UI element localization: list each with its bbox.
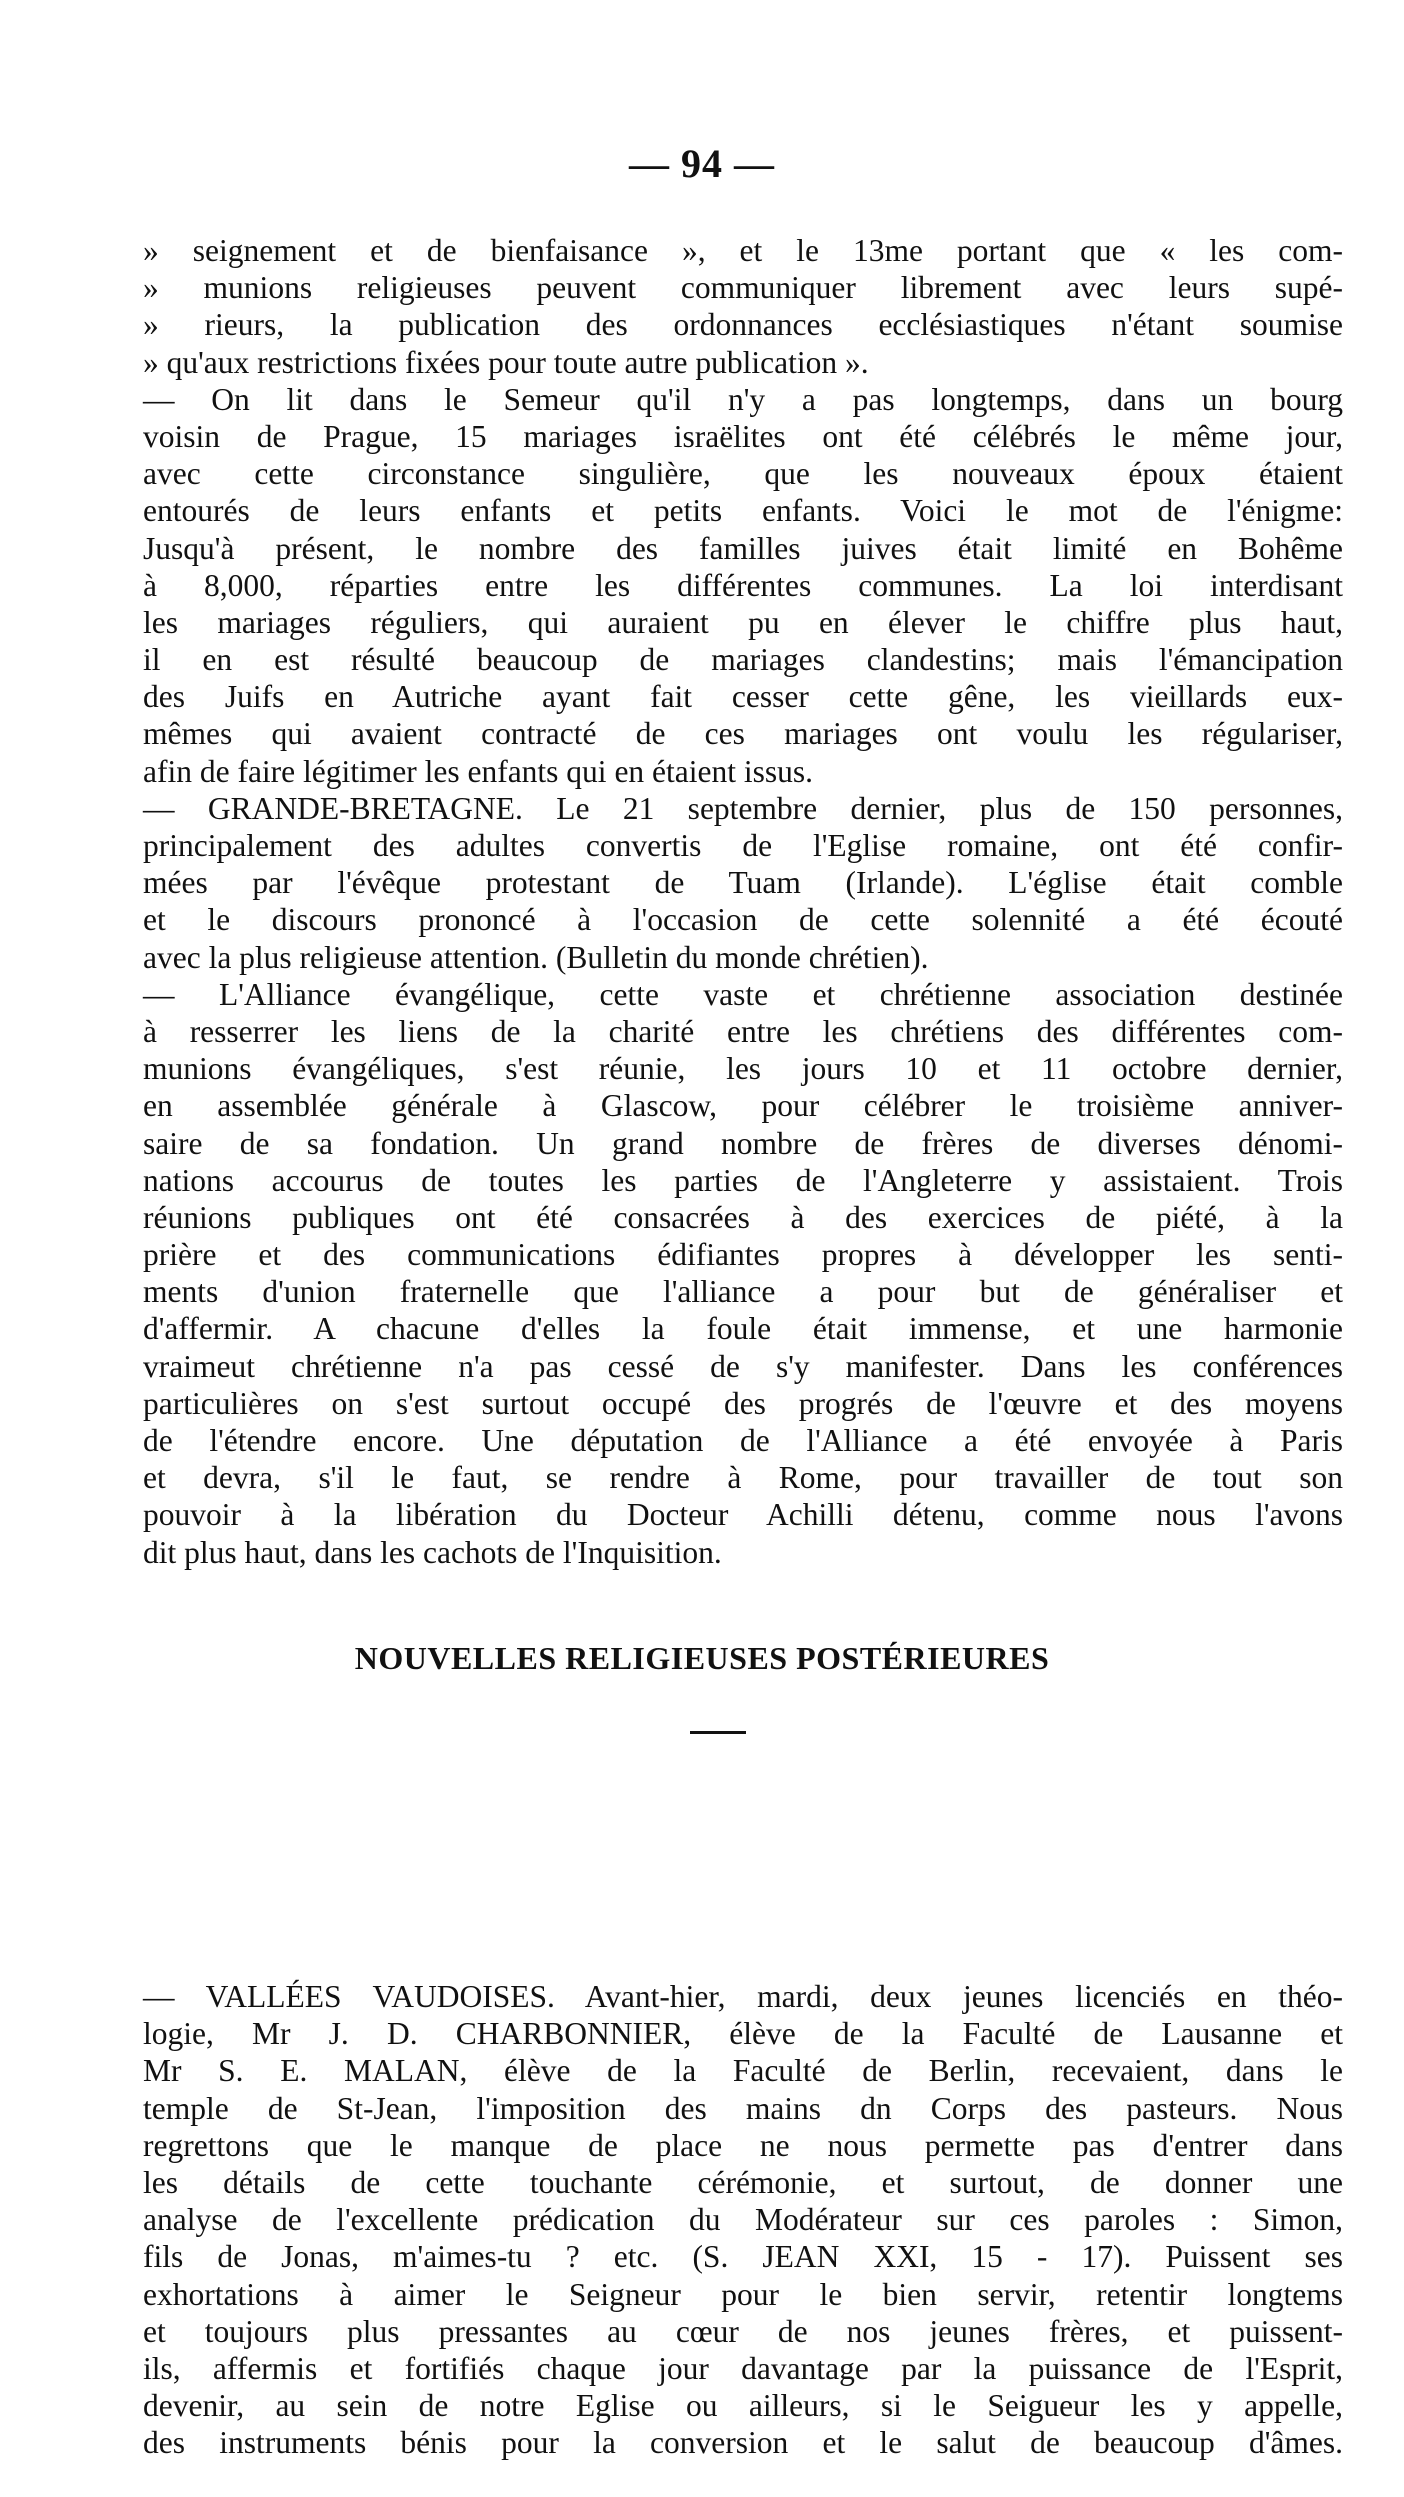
text-line: particulières on s'est surtout occupé des progrés de l'œuvre et des moyens — [143, 1385, 1343, 1421]
text-line: prière et des communications édifiantes propres à développer les senti- — [143, 1237, 1343, 1273]
text-line: » munions religieuses peuvent communiquer librement avec leurs supé- — [143, 270, 1343, 306]
text-line: Mr S. E. MALAN, élève de la Faculté de Berlin, recevaient, dans le — [143, 2053, 1343, 2089]
text-line: mées par l'évêque protestant de Tuam (Irlande). L'église était comble — [143, 865, 1343, 901]
text-line: et devra, s'il le faut, se rendre à Rome, pour travailler de tout son — [143, 1460, 1343, 1496]
text-line: et le discours prononcé à l'occasion de cette solennité a été écouté — [143, 902, 1343, 938]
text-line: saire de sa fondation. Un grand nombre de frères de diverses dénomi- — [143, 1125, 1343, 1161]
text-line: d'affermir. A chacune d'elles la foule était immense, et une harmonie — [143, 1311, 1343, 1347]
text-line: regrettons que le manque de place ne nous permette pas d'entrer dans — [143, 2127, 1343, 2163]
text-line: ils, affermis et fortifiés chaque jour davantage par la puissance de l'Esprit, — [143, 2350, 1343, 2386]
text-line: de l'étendre encore. Une députation de l'Alliance a été envoyée à Paris — [143, 1423, 1343, 1458]
text-line: voisin de Prague, 15 mariages israëlites ont été célébrés le même jour, — [143, 418, 1343, 454]
text-line: mêmes qui avaient contracté de ces mariages ont voulu les régulariser, — [143, 716, 1343, 752]
body-text-bottom — [143, 1978, 1343, 2461]
text-line: et toujours plus pressantes au cœur de nos jeunes frères, et puissent- — [143, 2313, 1343, 2349]
text-line: à resserrer les liens de la charité entre les chrétiens des différentes com- — [143, 1013, 1343, 1049]
text-line: logie, Mr J. D. CHARBONNIER, élève de la Faculté de Lausanne et — [143, 2016, 1343, 2052]
text-line: les détails de cette touchante cérémonie, et surtout, de donner une — [143, 2164, 1343, 2200]
text-line: ments d'union fraternelle que l'alliance a pour but de généraliser et — [143, 1274, 1343, 1310]
text-line: fils de Jonas, m'aimes-tu ? etc. (S. JEAN XXI, 15 - 17). Puissent ses — [143, 2239, 1343, 2275]
text-line: les mariages réguliers, qui auraient pu en élever le chiffre plus haut, — [143, 604, 1343, 640]
text-line: avec cette circonstance singulière, que les nouveaux époux étaient — [143, 456, 1343, 492]
text-line: — L'Alliance évangélique, cette vaste et chrétienne association destinée — [143, 976, 1343, 1012]
text-line: — GRANDE-BRETAGNE. Le 21 septembre dernier, plus de 150 personnes, — [143, 790, 1343, 826]
text-line: entourés de leurs enfants et petits enfants. Voici le mot de l'énigme: — [143, 493, 1343, 529]
text-line: nations accourus de toutes les parties de l'Angleterre y assistaient. Trois — [143, 1162, 1343, 1198]
text-line: » seignement et de bienfaisance », et le 13me portant que « les com- — [143, 233, 1343, 268]
text-line: principalement des adultes convertis de l'Eglise romaine, ont été confir- — [143, 828, 1343, 863]
section-heading: NOUVELLES RELIGIEUSES POSTÉRIEURES — [354, 1640, 1050, 1676]
text-line: dit plus haut, dans les cachots de l'Inquisition. — [143, 1534, 722, 1570]
text-line: des Juifs en Autriche ayant fait cesser cette gêne, les vieillards eux- — [143, 679, 1343, 715]
text-line: réunions publiques ont été consacrées à des exercices de piété, à la — [143, 1199, 1343, 1235]
text-line: — On lit dans le Semeur qu'il n'y a pas longtemps, dans un bourg — [143, 381, 1343, 417]
text-line: en assemblée générale à Glascow, pour célébrer le troisième anniver- — [143, 1088, 1343, 1124]
page-number: — 94 — — [629, 141, 775, 186]
text-line: à 8,000, réparties entre les différentes communes. La loi interdisant — [143, 567, 1343, 603]
divider — [690, 1731, 746, 1734]
text-line: Jusqu'à présent, le nombre des familles juives était limité en Bohême — [143, 530, 1343, 566]
text-line: il en est résulté beaucoup de mariages clandestins; mais l'émancipation — [143, 642, 1343, 678]
text-line: exhortations à aimer le Seigneur pour le bien servir, retentir longtems — [143, 2276, 1343, 2312]
text-line: pouvoir à la libération du Docteur Achilli détenu, comme nous l'avons — [143, 1497, 1343, 1533]
text-line: vraimeut chrétienne n'a pas cessé de s'y manifester. Dans les conférences — [143, 1348, 1343, 1384]
text-line: » rieurs, la publication des ordonnances ecclésiastiques n'étant soumise — [143, 307, 1343, 343]
text-line: avec la plus religieuse attention. (Bulletin du monde chrétien). — [143, 939, 929, 975]
text-line: — VALLÉES VAUDOISES. Avant-hier, mardi, deux jeunes licenciés en théo- — [143, 1979, 1343, 2014]
text-line: temple de St-Jean, l'imposition des mains dn Corps des pasteurs. Nous — [143, 2090, 1343, 2126]
body-text-top — [143, 232, 1343, 1571]
text-line: devenir, au sein de notre Eglise ou ailleurs, si le Seigueur les y appelle, — [143, 2388, 1343, 2424]
text-line: des instruments bénis pour la conversion et le salut de beaucoup d'âmes. — [143, 2425, 1343, 2461]
text-line: afin de faire légitimer les enfants qui en étaient issus. — [143, 753, 814, 789]
text-line: analyse de l'excellente prédication du Modérateur sur ces paroles : Simon, — [143, 2202, 1343, 2238]
text-line: munions évangéliques, s'est réunie, les jours 10 et 11 octobre dernier, — [143, 1051, 1343, 1087]
text-line: » qu'aux restrictions fixées pour toute autre publication ». — [143, 344, 869, 380]
